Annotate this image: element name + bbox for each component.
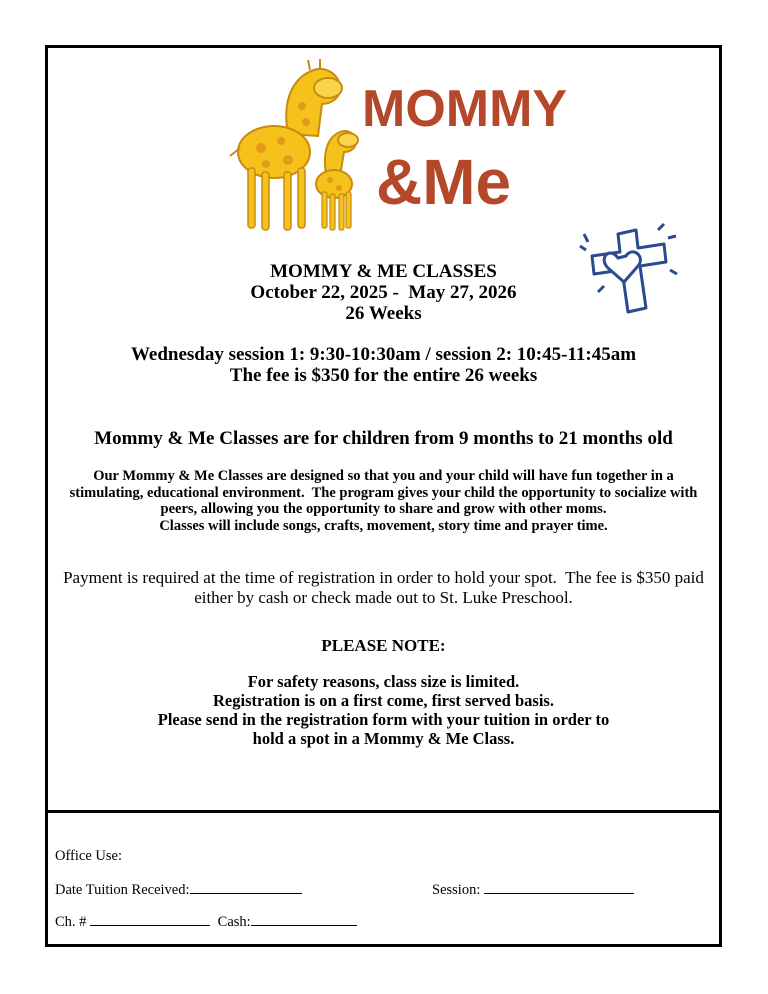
giraffe-baby-icon <box>316 131 358 230</box>
class-title: MOMMY & ME CLASSES <box>270 261 497 282</box>
session-fee: The fee is $350 for the entire 26 weeks <box>229 365 538 386</box>
payment-line: Payment is required at the time of registration in order to hold your spot. The fee is $350 paid <box>63 568 704 587</box>
office-row-1 <box>55 880 715 899</box>
note-line: For safety reasons, class size is limited. <box>247 672 520 691</box>
class-duration: 26 Weeks <box>345 303 422 324</box>
note-block <box>48 672 719 748</box>
class-title-block <box>48 261 719 324</box>
note-line: Registration is on a first come, first served basis. <box>213 691 554 710</box>
mommy-and-me-logo <box>226 56 568 236</box>
section-divider <box>48 810 719 813</box>
logo-and-me: &Me <box>376 146 512 218</box>
session-block <box>48 344 719 386</box>
cash-label: Cash: <box>217 914 251 930</box>
description-block <box>48 468 719 534</box>
session-field[interactable] <box>484 880 634 894</box>
note-line: hold a spot in a Mommy & Me Class. <box>252 729 515 748</box>
note-heading: PLEASE NOTE: <box>321 636 446 655</box>
description-line: stimulating, educational environment. The program gives your child the opportunity to socialize with <box>69 484 698 501</box>
date-received-label: Date Tuition Received: <box>55 882 190 898</box>
payment-block <box>48 568 719 607</box>
date-received-field[interactable] <box>190 880 302 894</box>
session-times: Wednesday session 1: 9:30-10:30am / session 2: 10:45-11:45am <box>130 344 637 365</box>
office-use-title: Office Use: <box>55 848 122 864</box>
description-line: peers, allowing you the opportunity to share and grow with other moms. <box>160 501 607 517</box>
office-row-2 <box>55 912 357 931</box>
class-dates: October 22, 2025 - May 27, 2026 <box>250 282 517 303</box>
check-number-label: Ch. # <box>55 914 87 930</box>
age-range-text: Mommy & Me Classes are for children from 9 months to 21 months old <box>94 428 673 449</box>
description-line: Classes will include songs, crafts, movement, story time and prayer time. <box>159 517 608 534</box>
logo-mommy: MOMMY <box>362 80 568 138</box>
session-label: Session: <box>432 882 481 898</box>
description-line: Our Mommy & Me Classes are designed so that you and your child will have fun together in a <box>93 468 674 484</box>
note-line: Please send in the registration form with your tuition in order to <box>157 710 610 729</box>
payment-line: either by cash or check made out to St. Luke Preschool. <box>194 587 573 607</box>
cash-field[interactable] <box>251 912 357 926</box>
flyer-frame <box>45 45 722 947</box>
check-number-field[interactable] <box>90 912 210 926</box>
